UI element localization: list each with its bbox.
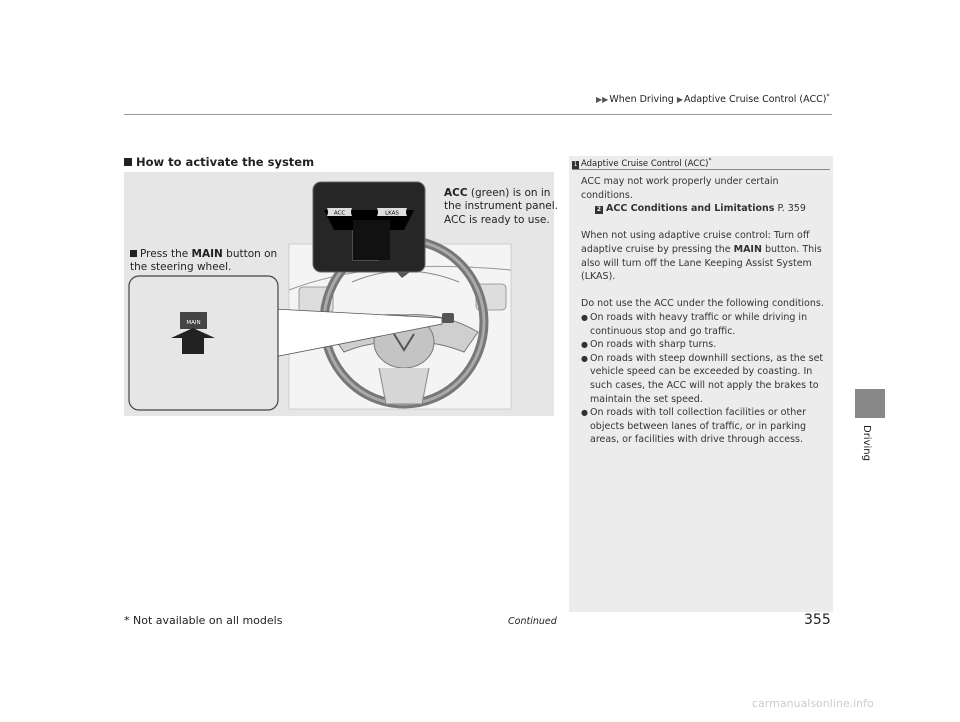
reference-arrow-icon: 2 [596,206,602,214]
chapter-label-text: Driving [861,425,872,461]
main-button-location-icon [442,313,454,323]
page-number: 355 [804,612,831,628]
main-note-bold: MAIN [191,248,223,260]
main-button-text: MAIN [186,320,201,326]
chapter-label [854,425,886,485]
breadcrumb-arrow-icon: ▶ [676,95,683,105]
lower-spoke [379,368,429,404]
acc-note [444,187,559,213]
acc-note-keyword: ACC [444,187,468,199]
chapter-tab [855,389,885,418]
list-item: ● On roads with steep downhill sections, as the set vehicle speed can be exceeded by coasting. In such cases, the ACC will not apply the brakes to maintain the set speed. [581,352,826,406]
list-item: ● On roads with heavy traffic or while driving in continuous stop and go traffic. [581,311,826,338]
cross-reference-link[interactable]: 2 ACC Conditions and Limitations P. 359 [596,203,806,215]
main-note-prefix: Press the [140,248,192,260]
sidebar-rule [572,169,830,170]
watermark: carmanualsonline.info [752,697,874,710]
sidebar-title [572,157,711,169]
sidebar-para-3: Do not use the ACC under the following conditions. [581,298,824,310]
breadcrumb [596,93,829,105]
breadcrumb-part-1: When Driving [609,94,674,106]
acc-note-text: (green) is on in the instrument panel. [444,187,558,212]
conditions-list [581,311,826,447]
sidebar-para-2: When not using adaptive cruise control: Turn off adaptive cruise by pressing the MAIN button. This also will turn off the Lane Keeping Assist System (LKAS). [581,230,822,283]
breadcrumb-asterisk: * [826,93,830,100]
section-heading-text: How to activate the system [136,155,315,169]
square-bullet-icon [130,250,137,257]
lkas-indicator-label: LKAS [385,210,399,217]
section-heading [124,155,314,169]
sidebar-title-text: Adaptive Cruise Control (ACC) [581,158,709,169]
list-item: ● On roads with sharp turns. [581,338,826,352]
sidebar-para-1: ACC may not work properly under certain conditions. 2 ACC Conditions and Limitations P. 359 [581,176,806,215]
panel-screen [353,220,390,260]
header-rule [124,114,832,115]
footnote: * Not available on all models [124,614,283,627]
main-button-note [130,248,290,274]
square-bullet-icon [124,158,132,166]
main-note-suffix: button on the steering wheel. [130,248,278,273]
list-item: ● On roads with toll collection facilities or other objects between lanes of traffic, or in parking areas, or facilities with drive through access. [581,406,826,447]
sidebar-title-asterisk: * [708,157,712,164]
breadcrumb-arrow-icon: ▶▶ [596,95,609,105]
breadcrumb-part-2: Adaptive Cruise Control (ACC) [683,94,827,106]
sidebar-body [581,175,826,447]
ready-note: ACC is ready to use. [444,214,550,226]
continued-label: Continued [508,616,557,627]
acc-indicator-label: ACC [333,210,346,217]
note-number-icon: 1 [573,160,578,168]
